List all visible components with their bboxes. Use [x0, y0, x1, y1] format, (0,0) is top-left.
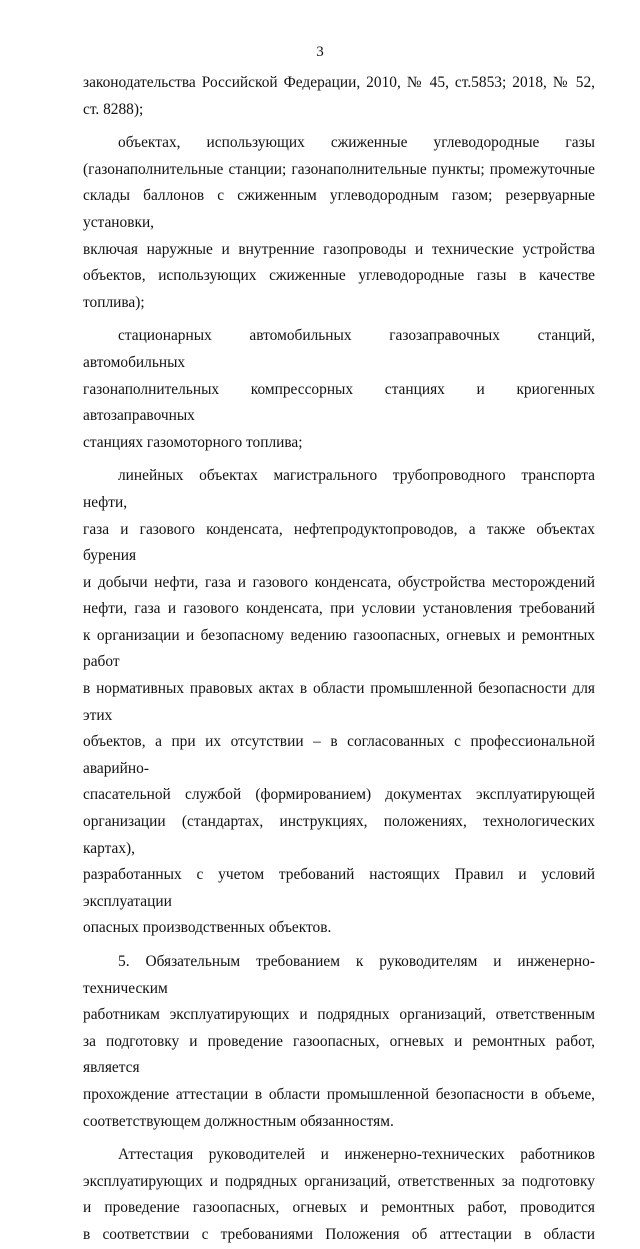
- page-number: 3: [316, 44, 324, 60]
- paragraph-3: [83, 323, 595, 376]
- paragraph-3-line: [83, 377, 595, 430]
- paragraph-4: [83, 463, 595, 516]
- paragraph-line: работникам эксплуатирующих и подрядных организаций, ответственным: [83, 1006, 595, 1024]
- paragraph-line: газа и газового конденсата, нефтепродуктопроводов, а также объектах бурения: [83, 520, 595, 565]
- paragraph-line: (газонаполнительные станции; газонаполнительные пункты; промежуточные: [83, 160, 595, 178]
- paragraph-4-line: [83, 862, 595, 915]
- paragraph-5-line: [83, 1029, 595, 1082]
- paragraph-line: прохождение аттестации в области промышленной безопасности в объеме,: [83, 1085, 595, 1103]
- paragraph-1-end: [83, 97, 595, 124]
- paragraph-2: [83, 130, 595, 157]
- paragraph-5-end: [83, 1109, 595, 1136]
- paragraph-1: [83, 70, 595, 97]
- paragraph-5-line: [83, 1082, 595, 1109]
- paragraph-line: и добычи нефти, газа и газового конденсата, обустройства месторождений: [83, 573, 595, 591]
- paragraph-line: нефти, газа и газового конденсата, при условии установления требований: [83, 600, 595, 618]
- paragraph-6: [83, 1142, 595, 1169]
- paragraph-4-line: [83, 570, 595, 597]
- paragraph-line: разработанных с учетом требований настоящих Правил и условий эксплуатации: [83, 866, 595, 910]
- paragraph-6-line: [83, 1222, 595, 1249]
- paragraph-line: в соответствии с требованиями Положения об аттестации в области: [83, 1225, 595, 1243]
- paragraph-6-line: [83, 1169, 595, 1196]
- paragraph-line: стационарных автомобильных газозаправочных станций, автомобильных: [83, 327, 595, 371]
- paragraph-line: законодательства Российской Федерации, 2010, № 45, ст.5853; 2018, № 52,: [83, 74, 595, 91]
- paragraph-4-line: [83, 517, 595, 570]
- paragraph-3-end: [83, 430, 595, 457]
- paragraph-2-line: [83, 237, 595, 264]
- paragraph-2-line: [83, 183, 595, 236]
- paragraph-4-line: [83, 809, 595, 862]
- paragraph-line: объектах, использующих сжиженные углеводородные газы: [118, 134, 595, 152]
- paragraph-line: склады баллонов с сжиженным углеводородным газом; резервуарные установки,: [83, 187, 595, 231]
- paragraph-2-line: [83, 263, 595, 316]
- paragraph-5-line: [83, 1002, 595, 1029]
- paragraph-6-line: [83, 1195, 595, 1222]
- paragraph-line: организации (стандартах, инструкциях, положениях, технологических картах),: [83, 813, 595, 857]
- paragraph-line: линейных объектах магистрального трубопроводного транспорта нефти,: [83, 467, 595, 511]
- paragraph-5: [83, 949, 595, 1002]
- paragraph-line: объектов, а при их отсутствии – в согласованных с профессиональной аварийно-: [83, 733, 595, 777]
- document-body: [83, 70, 595, 1249]
- paragraph-line: включая наружные и внутренние газопроводы и технические устройства: [83, 240, 595, 258]
- paragraph-line: станциях газомоторного топлива;: [83, 433, 303, 451]
- paragraph-line: опасных производственных объектов.: [83, 919, 332, 937]
- paragraph-4-line: [83, 782, 595, 809]
- paragraph-line: ст. 8288);: [83, 100, 144, 118]
- paragraph-line: Аттестация руководителей и инженерно-технических работников: [118, 1146, 595, 1164]
- paragraph-4-end: [83, 915, 595, 942]
- paragraph-line: 5. Обязательным требованием к руководителям и инженерно-техническим: [83, 953, 595, 997]
- paragraph-line: в нормативных правовых актах в области промышленной безопасности для этих: [83, 680, 595, 724]
- paragraph-line: за подготовку и проведение газоопасных, огневых и ремонтных работ, является: [83, 1032, 595, 1077]
- paragraph-4-line: [83, 729, 595, 782]
- paragraph-line: эксплуатирующих и подрядных организаций, ответственных за подготовку: [83, 1172, 595, 1190]
- paragraph-2-line: [83, 157, 595, 184]
- paragraph-line: к организации и безопасному ведению газоопасных, огневых и ремонтных работ: [83, 626, 595, 671]
- paragraph-line: и проведение газоопасных, огневых и ремонтных работ, проводится: [83, 1199, 595, 1217]
- paragraph-4-line: [83, 623, 595, 676]
- paragraph-line: объектов, использующих сжиженные углеводородные газы в качестве топлива);: [83, 267, 595, 311]
- paragraph-4-line: [83, 676, 595, 729]
- paragraph-line: газонаполнительных компрессорных станциях и криогенных автозаправочных: [83, 380, 595, 425]
- paragraph-4-line: [83, 596, 595, 623]
- paragraph-line: спасательной службой (формированием) документах эксплуатирующей: [83, 786, 595, 804]
- paragraph-line: соответствующем должностным обязанностям.: [83, 1112, 394, 1130]
